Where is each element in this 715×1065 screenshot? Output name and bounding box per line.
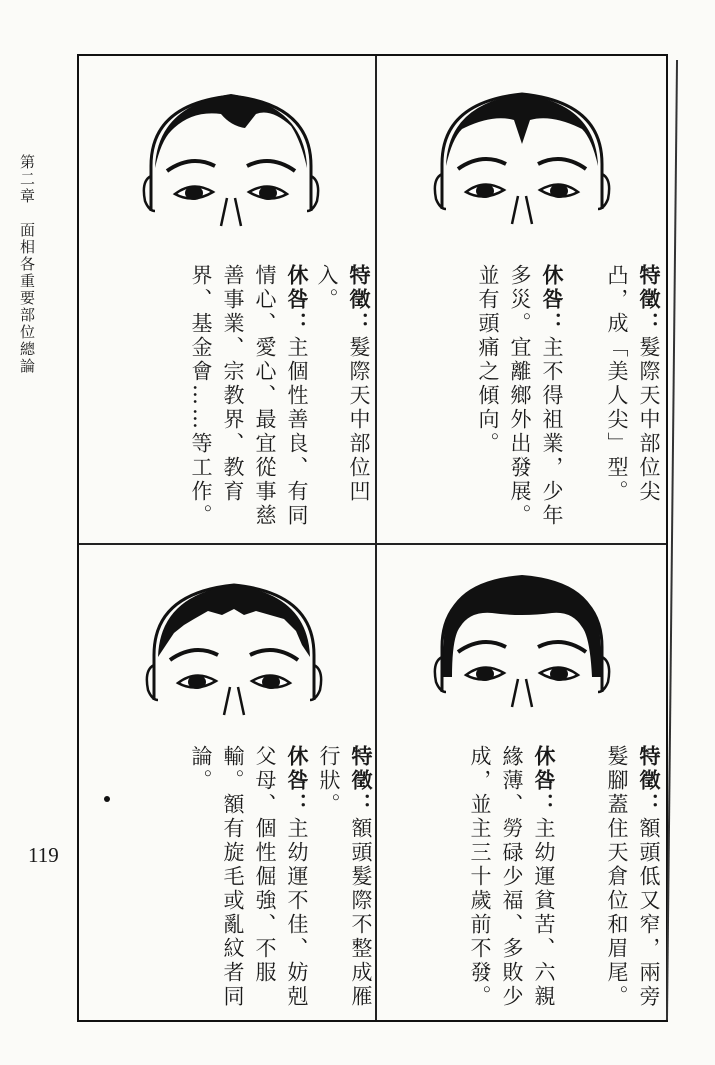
- panel-widows-peak: [377, 56, 668, 543]
- fortune-label: 休咎：: [285, 745, 310, 817]
- chapter-title: 第二章 面相各重要部位總論: [18, 154, 36, 375]
- panel-indented-hairline: [79, 56, 375, 543]
- fortune-description: 主幼運不佳、妨剋父母、個性倔強、不服輸。額有旋毛或亂紋者同論。: [189, 745, 309, 1009]
- fortune-text: [472, 264, 568, 534]
- fortune-text: [464, 745, 560, 1017]
- panel-uneven-hairline: [79, 545, 375, 1022]
- page-number: 119: [28, 843, 59, 867]
- face-illustration-widows-peak: [432, 84, 612, 234]
- content-frame: [77, 54, 668, 1022]
- trait-text: [311, 264, 375, 534]
- fortune-text: [185, 745, 313, 1017]
- face-illustration-uneven-hairline: [144, 575, 324, 725]
- face-illustration-low-forehead: [432, 567, 612, 717]
- trait-description: 髮際天中部位凹入。: [315, 264, 371, 504]
- fortune-label: 休咎：: [532, 745, 557, 817]
- trait-description: 額頭低又窄，兩旁髮腳蓋住天倉位和眉尾。: [605, 745, 661, 1009]
- fortune-text: [185, 264, 313, 534]
- trait-description: 髮際天中部位尖凸，成「美人尖」型。: [605, 264, 661, 504]
- trait-label: 特徵：: [349, 745, 374, 817]
- trait-label: 特徵：: [637, 745, 662, 817]
- trait-label: 特徵：: [347, 264, 372, 336]
- fortune-description: 主不得祖業，少年多災。宜離鄉外出發展。並有頭痛之傾向。: [476, 264, 564, 528]
- face-illustration-indented-hairline: [141, 86, 321, 236]
- trait-label: 特徵：: [637, 264, 662, 336]
- fortune-description: 主幼運貧苦、六親緣薄、勞碌少福、多敗少成，並主三十歲前不發。: [468, 745, 556, 1009]
- trait-description: 額頭髮際不整成雁行狀。: [317, 745, 373, 1009]
- trait-text: [567, 745, 665, 1017]
- trait-text: [601, 264, 665, 534]
- fortune-label: 休咎：: [285, 264, 310, 336]
- trait-text: [313, 745, 377, 1017]
- fortune-label: 休咎：: [540, 264, 565, 336]
- panel-low-narrow-forehead: [377, 545, 668, 1022]
- fortune-description: 主個性善良、有同情心、愛心、最宜從事慈善事業、宗教界、教育界、基金會……等工作。: [189, 264, 309, 528]
